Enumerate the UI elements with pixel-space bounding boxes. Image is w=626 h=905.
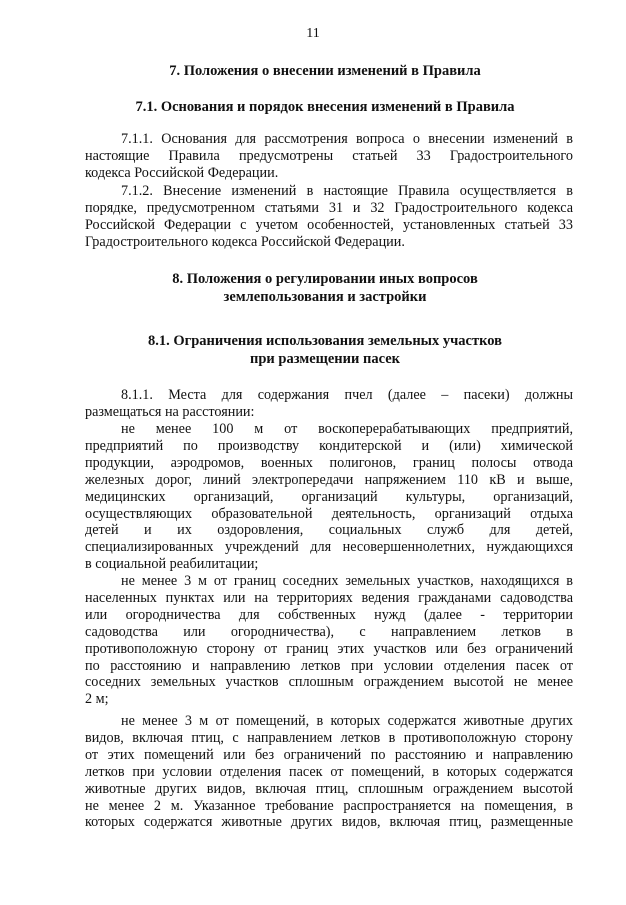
paragraph-line: животные других видов, включая птиц, сплошным ограждением высотой — [85, 780, 573, 797]
paragraph-8-1-1-item-a — [85, 421, 573, 573]
paragraph-line: видов, включая птиц, с направлением летков в противоположную сторону — [85, 729, 573, 746]
paragraph-line: продукции, аэродромов, военных полигонов, границ полосы отвода — [85, 454, 573, 471]
paragraph-line: летков при условии отделения пасек от помещений, в которых содержатся — [85, 763, 573, 780]
paragraph-line: не менее 2 м. Указанное требование распространяется на помещения, в — [85, 797, 573, 814]
section-7-1-title: 7.1. Основания и порядок внесения изменений в Правила — [135, 99, 515, 115]
paragraph-line: или огородничества для собственных нужд (далее - территории — [85, 606, 573, 623]
paragraph-line: в социальной реабилитации; — [85, 556, 259, 573]
paragraph-line: осуществляющих образовательной деятельность, организаций отдыха — [85, 505, 573, 522]
paragraph-line: 7.1.2. Внесение изменений в настоящие Правила осуществляется в — [121, 183, 573, 199]
section-8-1-title-line-2: при размещении пасек — [249, 351, 401, 367]
paragraph-line: медицинских организаций, организаций культуры, организаций, — [85, 488, 573, 505]
paragraph-7-1-2 — [85, 183, 573, 251]
paragraph-line: 8.1.1. Места для содержания пчел (далее – пасеки) должны — [121, 387, 573, 403]
section-7-title: 7. Положения о внесении изменений в Правила — [169, 63, 481, 79]
paragraph-line: от этих помещений или без ограничений по расстоянию и направлению — [85, 746, 573, 763]
paragraph-8-1-1 — [85, 387, 573, 421]
paragraph-line: по расстоянию и направлению летков при условии отделения пасек от — [85, 657, 573, 674]
paragraph-line: специализированных учреждений для несовершеннолетних, нуждающихся — [85, 539, 573, 556]
page-number: 11 — [306, 26, 320, 41]
paragraph-line: размещаться на расстоянии: — [85, 403, 255, 420]
paragraph-line: настоящие Правила предусмотрены статьей 33 Градостроительного — [85, 147, 573, 164]
section-8-title-line-2: землепользования и застройки — [223, 289, 427, 305]
paragraph-line: противоположную сторону от границ этих участков или без ограничений — [85, 640, 573, 657]
section-8-title-line-1: 8. Положения о регулировании иных вопросов — [172, 271, 478, 287]
paragraph-line: соседних земельных участков сплошным ограждением высотой не менее — [85, 674, 573, 691]
section-8-title — [60, 270, 590, 306]
paragraph-line: садоводства или огородничества), с направлением летков в — [85, 623, 573, 640]
paragraph-line: 2 м; — [85, 691, 109, 708]
paragraph-line: порядке, предусмотренном статьями 31 и 32 Градостроительного кодекса — [85, 199, 573, 216]
paragraph-7-1-1 — [85, 131, 573, 182]
paragraph-line: предприятий по производству кондитерской и (или) химической — [85, 437, 573, 454]
paragraph-8-1-1-item-b — [85, 573, 573, 708]
paragraph-line: детей и их оздоровления, социальных служб для детей, — [85, 522, 573, 539]
paragraph-line: не менее 3 м от помещений, в которых содержатся животные других — [121, 713, 573, 729]
paragraph-line: кодекса Российской Федерации. — [85, 164, 279, 181]
paragraph-line: не менее 100 м от воскоперерабатывающих предприятий, — [121, 421, 573, 437]
section-8-1-title-line-1: 8.1. Ограничения использования земельных участков — [148, 333, 502, 349]
paragraph-line: населенных пунктах или на территориях ведения гражданами садоводства — [85, 589, 573, 606]
paragraph-line: железных дорог, линий электропередачи напряжением 110 кВ и выше, — [85, 471, 573, 488]
paragraph-line: которых содержатся животные других видов, включая птиц, размещенные — [85, 814, 573, 831]
paragraph-line: 7.1.1. Основания для рассмотрения вопроса о внесении изменений в — [121, 131, 573, 147]
paragraph-line: Российской Федерации с учетом особенностей, установленных статьей 33 — [85, 216, 573, 233]
paragraph-8-1-1-item-c — [85, 713, 573, 831]
paragraph-line: Градостроительного кодекса Российской Федерации. — [85, 233, 405, 250]
section-8-1-title — [60, 332, 590, 368]
paragraph-line: не менее 3 м от границ соседних земельных участков, находящихся в — [121, 573, 573, 589]
